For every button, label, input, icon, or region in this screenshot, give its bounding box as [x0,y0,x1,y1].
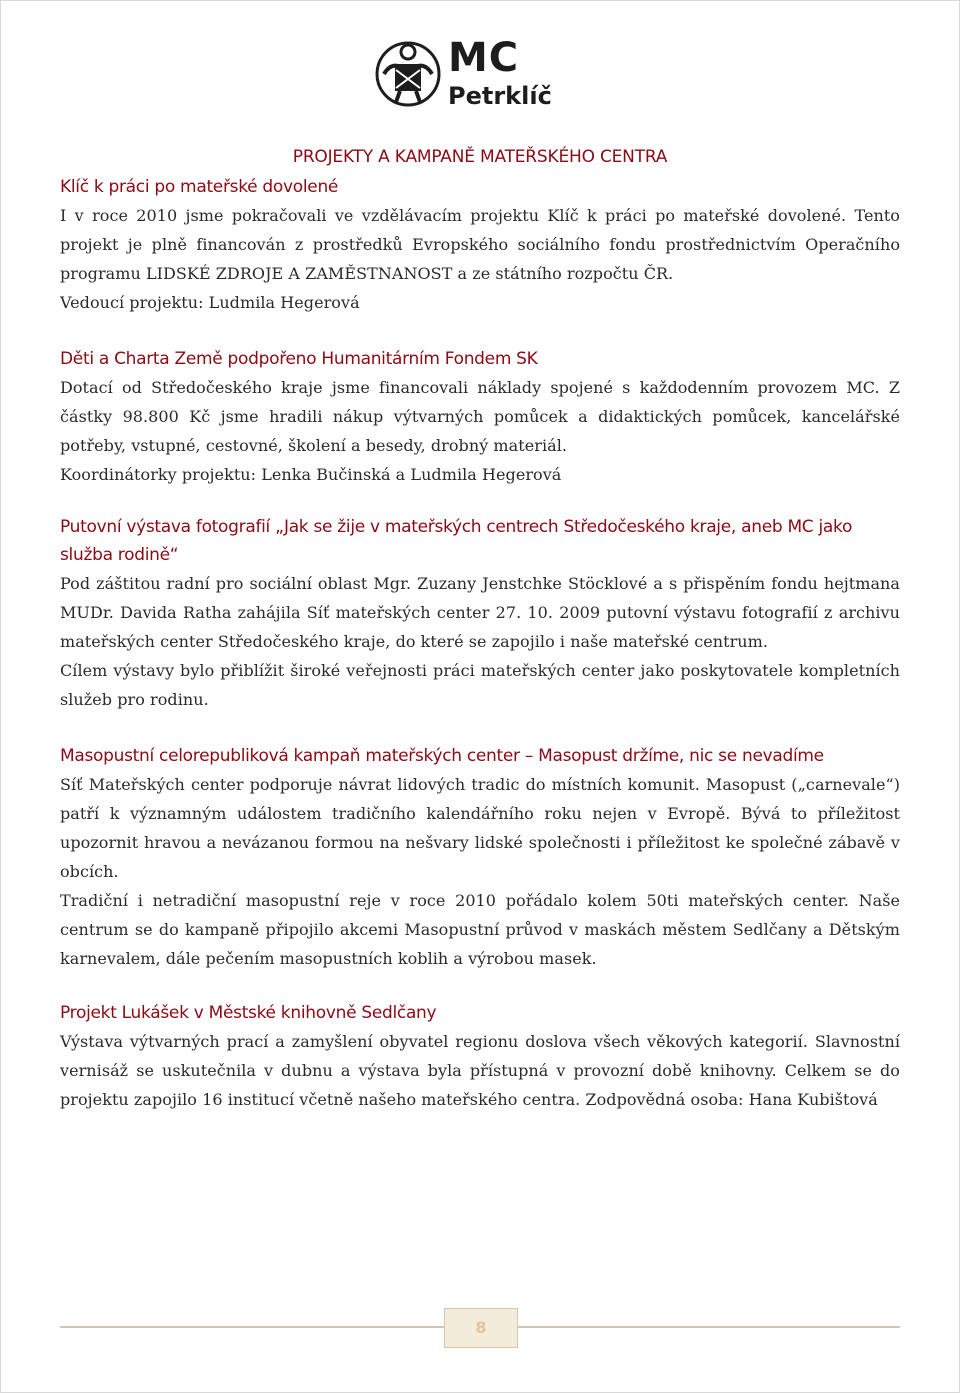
section-title-masopust: Masopustní celorepubliková kampaň mateřských center – Masopust držíme, nic se nevadíme [60,746,824,766]
section-paragraph: Cílem výstavy bylo přiblížit široké veřejnosti práci mateřských center jako poskytovatele kompletních služeb pro rodinu. [60,661,900,709]
section-paragraph: Výstava výtvarných prací a zamyšlení obyvatel regionu doslova všech věkových kategorií. Slavnostní vernisáž se uskutečnila v dubnu a výstava byla přístupná v provozní době knihovny. Celkem se do projektu zapojilo 16 institucí včetně našeho mateřského centra. Zodpovědná osoba: Hana Kubištová [60,1032,900,1109]
section-paragraph: I v roce 2010 jsme pokračovali ve vzdělávacím projektu Klíč k práci po mateřské dovolené. Tento projekt je plně financován z prostředků Evropského sociálního fondu prostřednictvím Operačního programu LIDSKÉ ZDROJE A ZAMĚSTNANOST a ze státního rozpočtu ČR. [60,206,900,283]
section-title-lukasek: Projekt Lukášek v Městské knihovně Sedlčany [60,1003,437,1023]
section-title-klic: Klíč k práci po mateřské dovolené [60,177,339,197]
section-paragraph: Dotací od Středočeského kraje jsme financovali náklady spojené s každodenním provozem MC. Z částky 98.800 Kč jsme hradili nákup výtvarných pomůcek a didaktických pomůcek, kancelářské potřeby, vstupné, cestovné, školení a besedy, drobný materiál. [60,378,900,455]
section-title-charta: Děti a Charta Země podpořeno Humanitárním Fondem SK [60,349,538,369]
page-number: 8 [444,1308,518,1348]
section-paragraph: Síť Mateřských center podporuje návrat lidových tradic do místních komunit. Masopust („carnevale“) patří k významným událostem tradičního kalendářního roku nejen v Evropě. Bývá to příležitost upozornit hravou a nevázanou formou na nešvary lidské společnosti i příležitost ke společné zábavě v obcích. [60,775,900,881]
page-title: PROJEKTY A KAMPANĚ MATEŘSKÉHO CENTRA [292,147,668,167]
logo-mc-text: MC [448,35,520,81]
section-paragraph: Koordinátorky projektu: Lenka Bučinská a Ludmila Hegerová [60,465,562,484]
logo [374,34,574,114]
logo-child-icon [374,34,444,110]
section-title-vystava: Putovní výstava fotografií „Jak se žije v mateřských centrech Středočeského kraje, aneb MC jako služba rodině“ [60,517,853,565]
document-body [60,144,900,1114]
section-paragraph: Vedoucí projektu: Ludmila Hegerová [60,293,360,312]
logo-name-text: Petrklíč [448,82,552,110]
section-paragraph: Pod záštitou radní pro sociální oblast Mgr. Zuzany Jenstchke Stöcklové a s přispěním fondu hejtmana MUDr. Davida Ratha zahájila Síť mateřských center 27. 10. 2009 putovní výstavu fotografií z archivu mateřských center Středočeského kraje, do které se zapojilo i naše mateřské centrum. [60,574,900,651]
section-paragraph: Tradiční i netradiční masopustní reje v roce 2010 pořádalo kolem 50ti mateřských center. Naše centrum se do kampaně připojilo akcemi Masopustní průvod v maskách městem Sedlčany a Dětským karnevalem, dále pečením masopustních koblih a výrobou masek. [60,891,900,968]
